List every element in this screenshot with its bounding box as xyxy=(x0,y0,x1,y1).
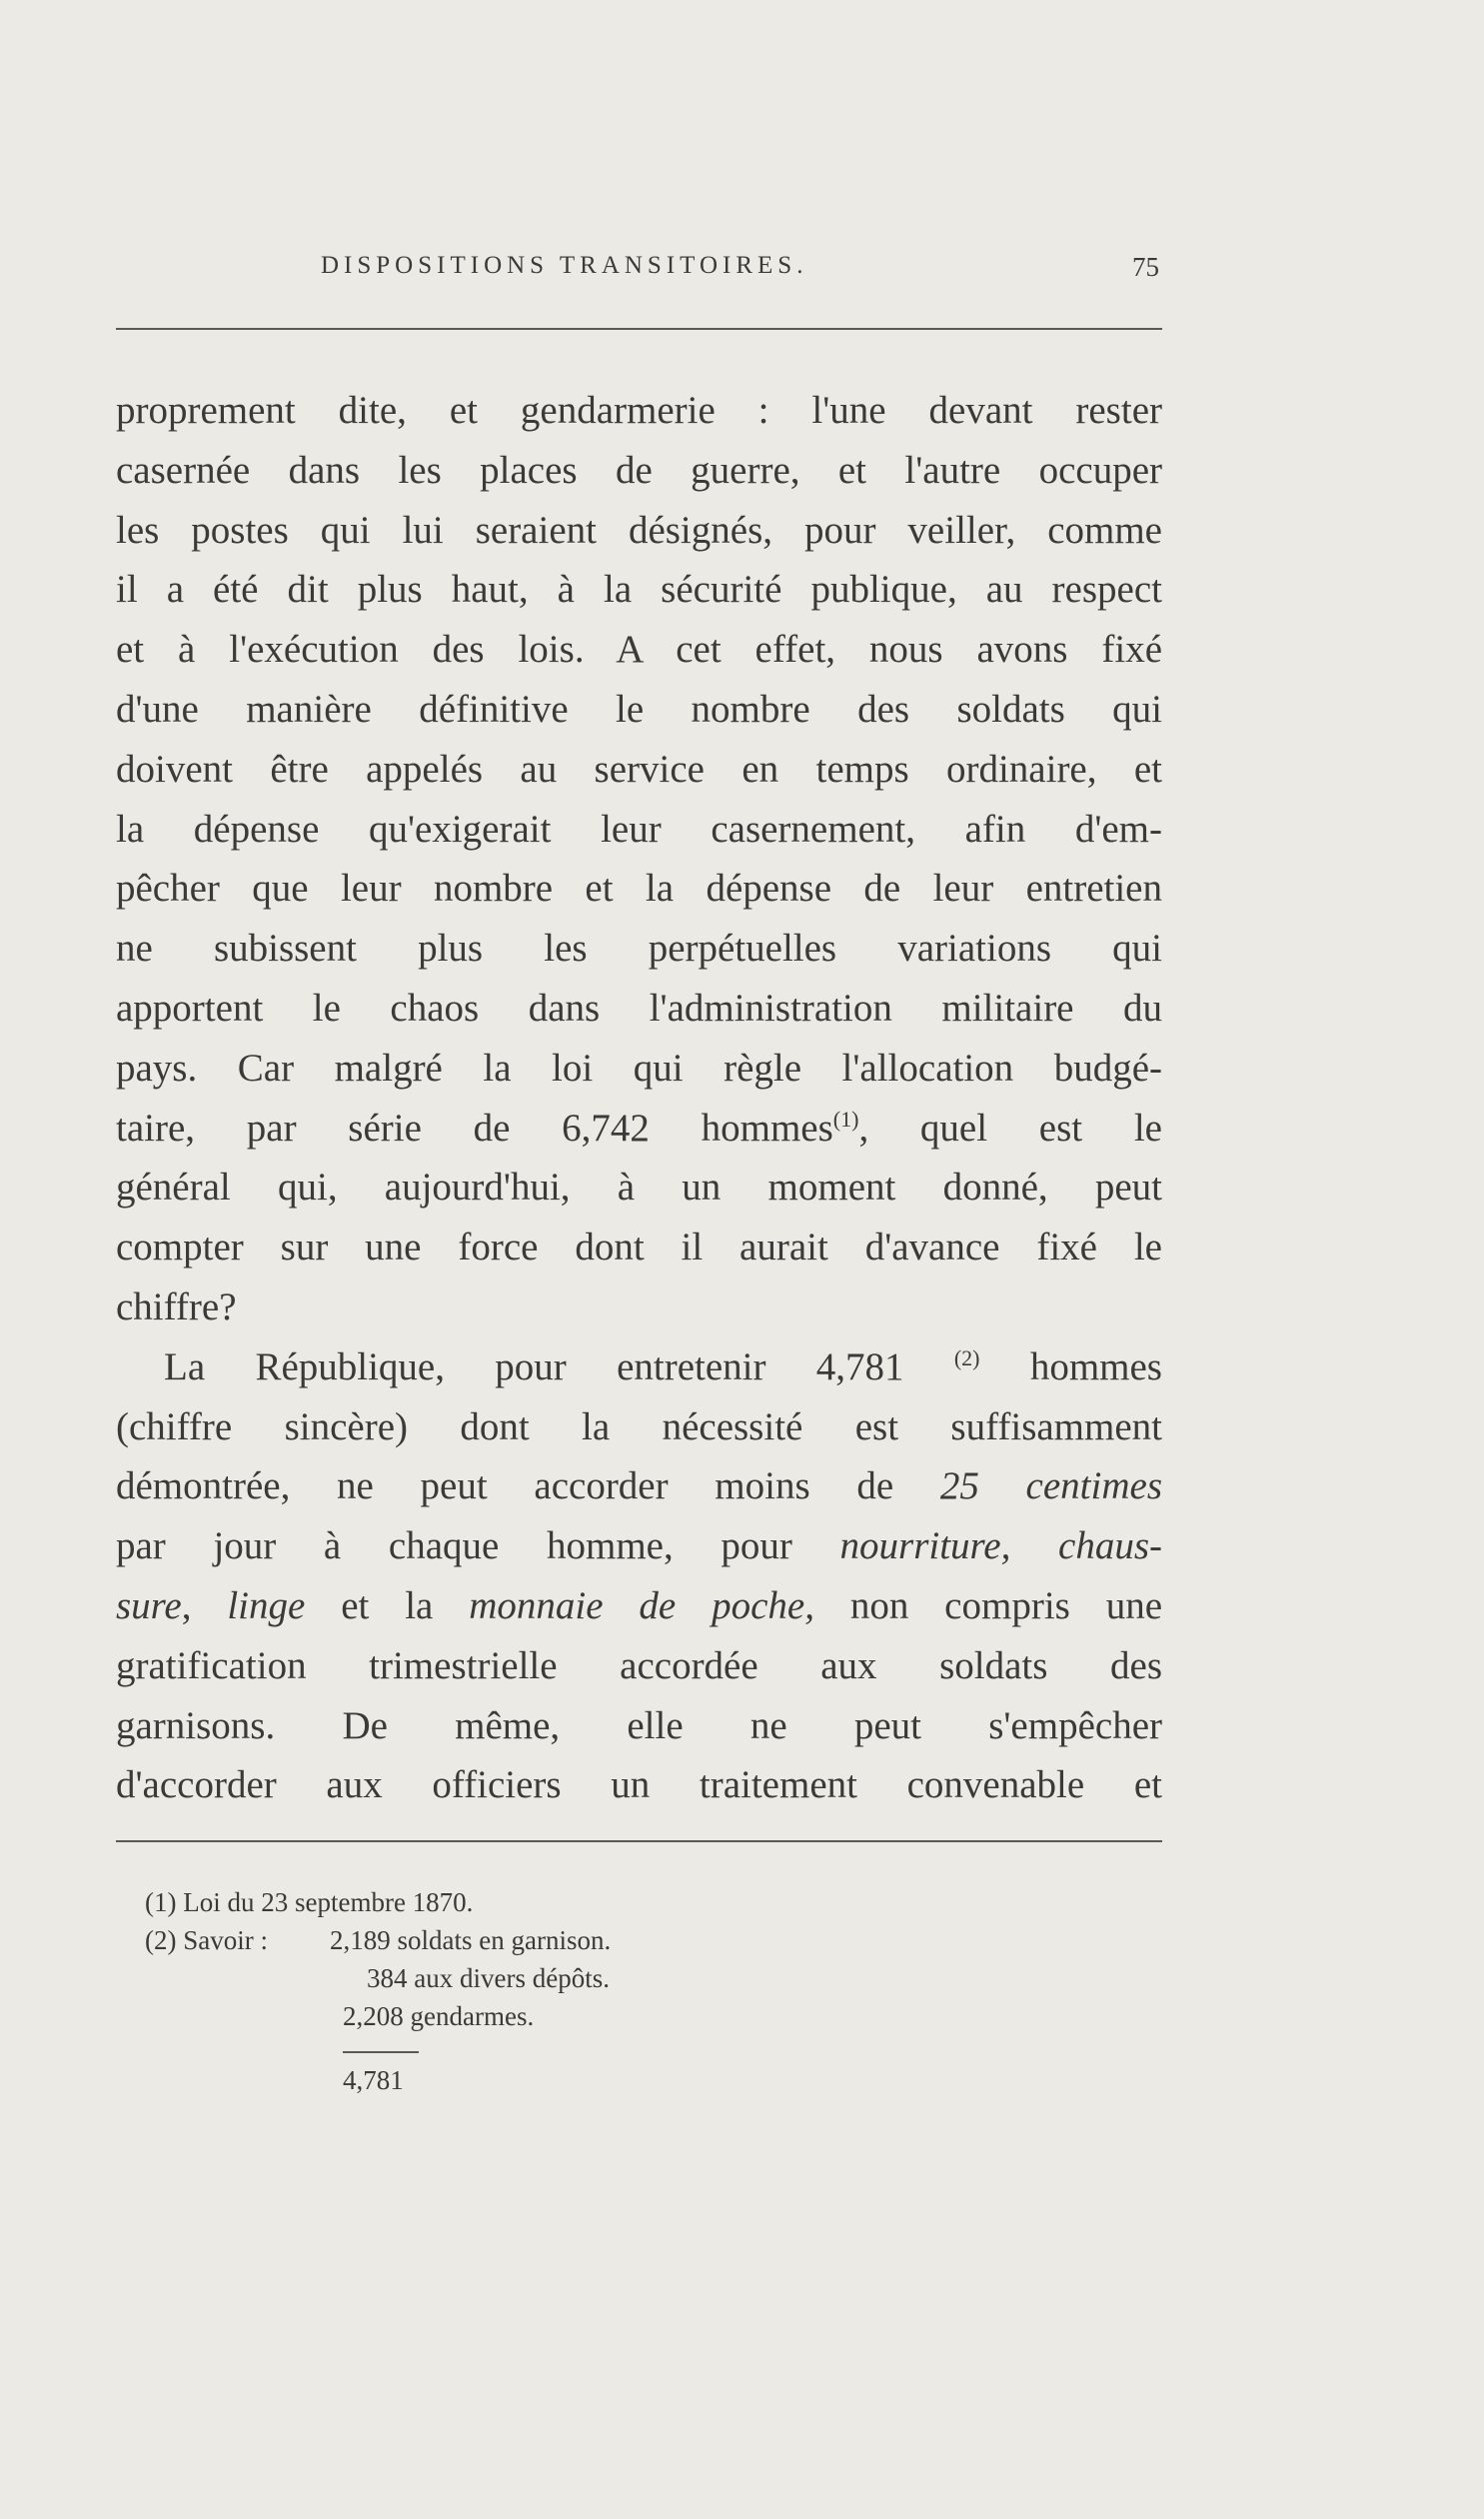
text-line xyxy=(116,1755,1162,1815)
text-segment: hommes xyxy=(979,1344,1162,1388)
footnote-rule xyxy=(116,1840,1162,1842)
text-line xyxy=(116,441,1162,501)
text-line xyxy=(116,1158,1162,1218)
text-line xyxy=(116,381,1162,441)
italic-text: sure xyxy=(116,1583,182,1627)
header-rule xyxy=(116,328,1162,330)
text-line xyxy=(116,1636,1162,1696)
text-line xyxy=(116,1397,1162,1457)
footnote-ref: (1) xyxy=(832,1106,859,1132)
text-line xyxy=(116,1576,1162,1636)
text-segment: les postes qui lui seraient désignés, pour veiller, comme xyxy=(116,508,1162,552)
text-line xyxy=(116,1337,1162,1397)
text-segment: il a été dit plus haut, à la sécurité publique, au respect xyxy=(116,568,1162,612)
text-segment: la dépense qu'exigerait leur casernement, afin d'em- xyxy=(116,807,1162,851)
text-line xyxy=(116,1277,1162,1337)
text-segment: pays. Car malgré la loi qui règle l'allocation budgé- xyxy=(116,1046,1162,1090)
italic-text: monnaie de poche, xyxy=(469,1583,814,1627)
footnote-2-row: 384 aux divers dépôts. xyxy=(367,1963,610,1993)
text-segment: d'une manière définitive le nombre des soldats qui xyxy=(116,687,1162,731)
body-text xyxy=(116,381,1162,1815)
text-segment: pêcher que leur nombre et la dépense de leur entretien xyxy=(116,867,1162,911)
text-line xyxy=(116,620,1162,680)
text-segment: garnisons. De même, elle ne peut s'empêcher xyxy=(116,1703,1162,1747)
text-line xyxy=(116,740,1162,800)
footnote-2-total: 4,781 xyxy=(343,2065,404,2095)
footnote-2-row: 2,189 soldats en garnison. xyxy=(330,1925,612,1955)
text-segment: et à l'exécution des lois. A cet effet, nous avons fixé xyxy=(116,628,1162,672)
text-line xyxy=(116,1218,1162,1277)
text-line xyxy=(116,800,1162,860)
italic-text: nourriture, chaus- xyxy=(839,1524,1162,1568)
text-line xyxy=(116,859,1162,919)
text-segment: doivent être appelés au service en temps ordinaire, et xyxy=(116,747,1162,791)
sum-rule xyxy=(343,2051,419,2053)
text-segment: (chiffre sincère) dont la nécessité est suffisamment xyxy=(116,1404,1162,1448)
text-segment: compter sur une force dont il aurait d'avance fixé le xyxy=(116,1226,1162,1269)
footnote-2-label: (2) Savoir : xyxy=(145,1925,268,1955)
text-segment: La République, pour entretenir 4,781 xyxy=(164,1344,954,1388)
running-head: DISPOSITIONS TRANSITOIRES. xyxy=(321,252,808,279)
page-number: 75 xyxy=(1132,252,1159,282)
text-segment: non compris une xyxy=(813,1583,1163,1627)
text-segment: casernée dans les places de guerre, et l'autre occuper xyxy=(116,448,1162,492)
text-segment: apportent le chaos dans l'administration militaire du xyxy=(116,986,1162,1030)
text-segment: gratification trimestrielle accordée aux soldats des xyxy=(116,1643,1162,1687)
text-segment: proprement dite, et gendarmerie : l'une devant rester xyxy=(116,389,1162,432)
text-segment: ne subissent plus les perpétuelles variations qui xyxy=(116,927,1162,971)
footnote-1: (1) Loi du 23 septembre 1870. xyxy=(145,1887,474,1917)
text-line xyxy=(116,501,1162,561)
text-segment: d'accorder aux officiers un traitement convenable et xyxy=(116,1763,1162,1807)
footnote-2-row: 2,208 gendarmes. xyxy=(343,2001,535,2031)
text-line xyxy=(116,919,1162,979)
text-segment: taire, par série de 6,742 hommes xyxy=(116,1106,833,1150)
text-line xyxy=(116,560,1162,620)
text-segment: général qui, aujourd'hui, à un moment donné, peut xyxy=(116,1166,1162,1210)
italic-text: 25 centimes xyxy=(939,1464,1162,1508)
text-line xyxy=(116,1099,1162,1159)
text-segment: par jour à chaque homme, pour xyxy=(116,1524,840,1568)
text-line xyxy=(116,1696,1162,1756)
text-line xyxy=(116,1516,1162,1576)
text-segment: chiffre? xyxy=(116,1284,237,1328)
text-segment: démontrée, ne peut accorder moins de xyxy=(116,1464,940,1508)
text-segment: et la xyxy=(305,1583,470,1627)
text-segment: , xyxy=(181,1583,228,1627)
text-line xyxy=(116,1039,1162,1099)
text-line xyxy=(116,1456,1162,1516)
text-segment: , quel est le xyxy=(858,1106,1162,1150)
text-line xyxy=(116,979,1162,1039)
footnote-ref: (2) xyxy=(953,1344,980,1370)
italic-text: linge xyxy=(227,1583,306,1627)
text-line xyxy=(116,680,1162,740)
